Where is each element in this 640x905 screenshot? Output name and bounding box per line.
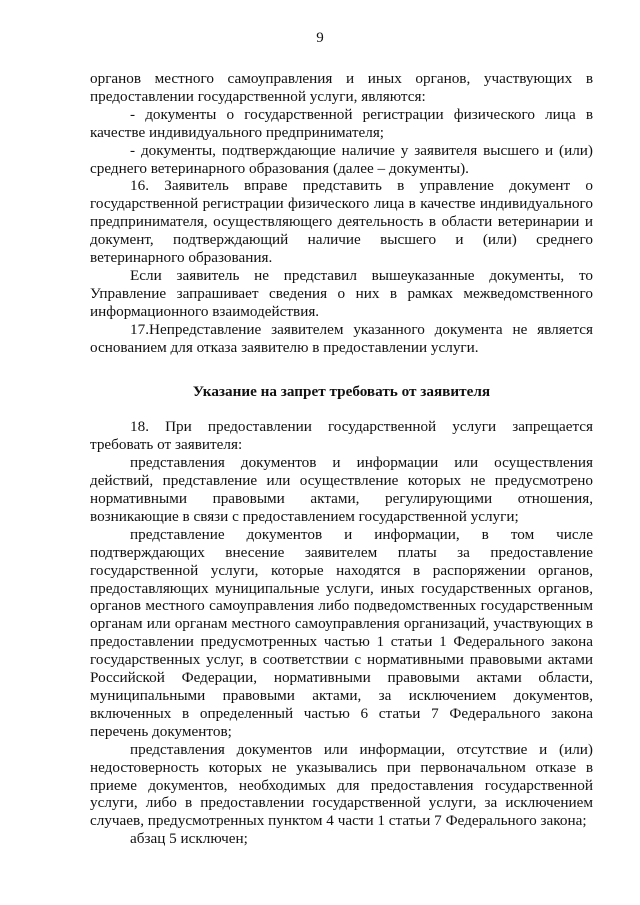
list-item-registration-docs: - документы о государственной регистрации физического лица в качестве индивидуального предпринимателя; [90, 105, 593, 141]
paragraph-organs-continuation: органов местного самоуправления и иных органов, участвующих в предоставлении государственной услуги, являются: [90, 70, 593, 105]
section-heading: Указание на запрет требовать от заявителя [192, 382, 491, 400]
document-body [90, 70, 593, 848]
list-item-education-docs: - документы, подтверждающие наличие у заявителя высшего и (или) среднего ветеринарного образования (далее – документы). [90, 141, 593, 177]
paragraph-clause-18: 18. При предоставлении государственной услуги запрещается требовать от заявителя: [90, 418, 593, 454]
paragraph-prohibition-1: представления документов и информации или осуществления действий, представление или осуществление которых не предусмотрено нормативными правовыми актами, регулирующими отношения, возникающие в связи с предоставлением государственной услуги; [90, 454, 593, 525]
paragraph-clause-17: 17.Непредставление заявителем указанного документа не является основанием для отказа заявителю в предоставлении услуги. [90, 320, 593, 356]
paragraph-clause-16: 16. Заявитель вправе представить в управление документ о государственной регистрации физического лица в качестве индивидуального предпринимателя, осуществляющего деятельность в области ветеринарии и документ, подтверждающий наличие высшего и (или) среднего ветеринарного образования. [90, 177, 593, 267]
paragraph-interagency-request: Если заявитель не представил вышеуказанные документы, то Управление запрашивает сведения о них в рамках межведомственного информационного взаимодействия. [90, 266, 593, 320]
paragraph-prohibition-3: представления документов или информации, отсутствие и (или) недостоверность которых не указывались при первоначальном отказе в приеме документов, необходимых для предоставления государственной услуги, либо в предоставлении государственной услуги, за исключением случаев, предусмотренных пунктом 4 части 1 статьи 7 Федерального закона; [90, 740, 593, 830]
page-number: 9 [316, 30, 324, 46]
paragraph-excluded: абзац 5 исключен; [130, 830, 248, 848]
paragraph-prohibition-2: представление документов и информации, в том числе подтверждающих внесение заявителем платы за предоставление государственной услуги, которые находятся в распоряжении органов, предоставляющих муниципальные услуги, иных государственных органов, органов местного самоуправления либо подведомственных государственным органам или органам местного самоуправления организаций, участвующих в предоставлении предусмотренных частью 1 статьи 1 Федерального закона государственных услуг, в соответствии с нормативными правовыми актами Российской Федерации, нормативными правовыми актами области, муниципальными правовыми актами, за исключением документов, включенных в определенный частью 6 статьи 7 Федерального закона перечень документов; [90, 525, 593, 740]
